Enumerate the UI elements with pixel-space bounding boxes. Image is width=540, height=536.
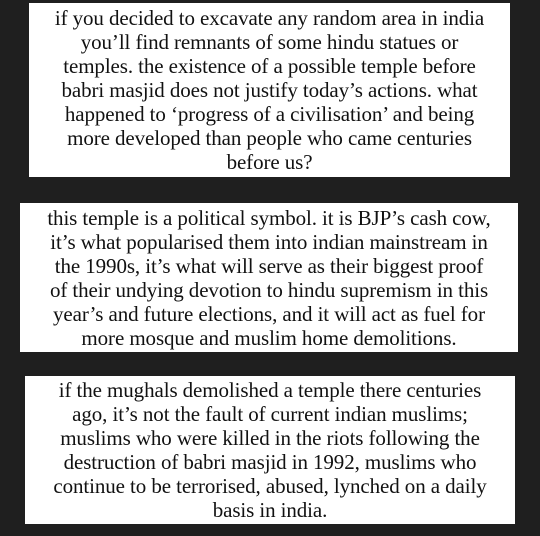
text-line: the 1990s, it’s what will serve as their biggest proof <box>54 253 484 278</box>
text-line: ago, it’s not the fault of current indian muslims; <box>72 402 468 426</box>
text-card-3 <box>25 376 515 524</box>
text-line: before us? <box>226 150 313 174</box>
text-line: if you decided to excavate any random area in india <box>54 6 485 30</box>
text-card-2 <box>20 203 518 352</box>
text-line: more mosque and muslim home demolitions. <box>81 325 457 350</box>
text-card-1 <box>29 3 510 177</box>
text-line: babri masjid does not justify today’s actions. what <box>61 78 478 102</box>
text-line: of their undying devotion to hindu supremism in this <box>49 277 489 302</box>
text-line: basis in india. <box>212 498 328 522</box>
text-line: happened to ‘progress of a civilisation’ and being <box>64 102 475 126</box>
text-line: this temple is a political symbol. it is BJP’s cash cow, <box>47 205 491 230</box>
text-line: destruction of babri masjid in 1992, muslims who <box>63 450 477 474</box>
text-line: you’ll find remnants of some hindu statues or <box>80 30 459 54</box>
text-line: if the mughals demolished a temple there centuries <box>58 378 482 402</box>
text-line: temples. the existence of a possible temple before <box>63 54 476 78</box>
text-line: more developed than people who came centuries <box>67 126 472 150</box>
text-line: continue to be terrorised, abused, lynched on a daily <box>53 474 487 498</box>
text-line: it’s what popularised them into indian mainstream in <box>50 229 488 254</box>
text-line: muslims who were killed in the riots following the <box>60 426 480 450</box>
text-line: year’s and future elections, and it will act as fuel for <box>53 301 485 326</box>
